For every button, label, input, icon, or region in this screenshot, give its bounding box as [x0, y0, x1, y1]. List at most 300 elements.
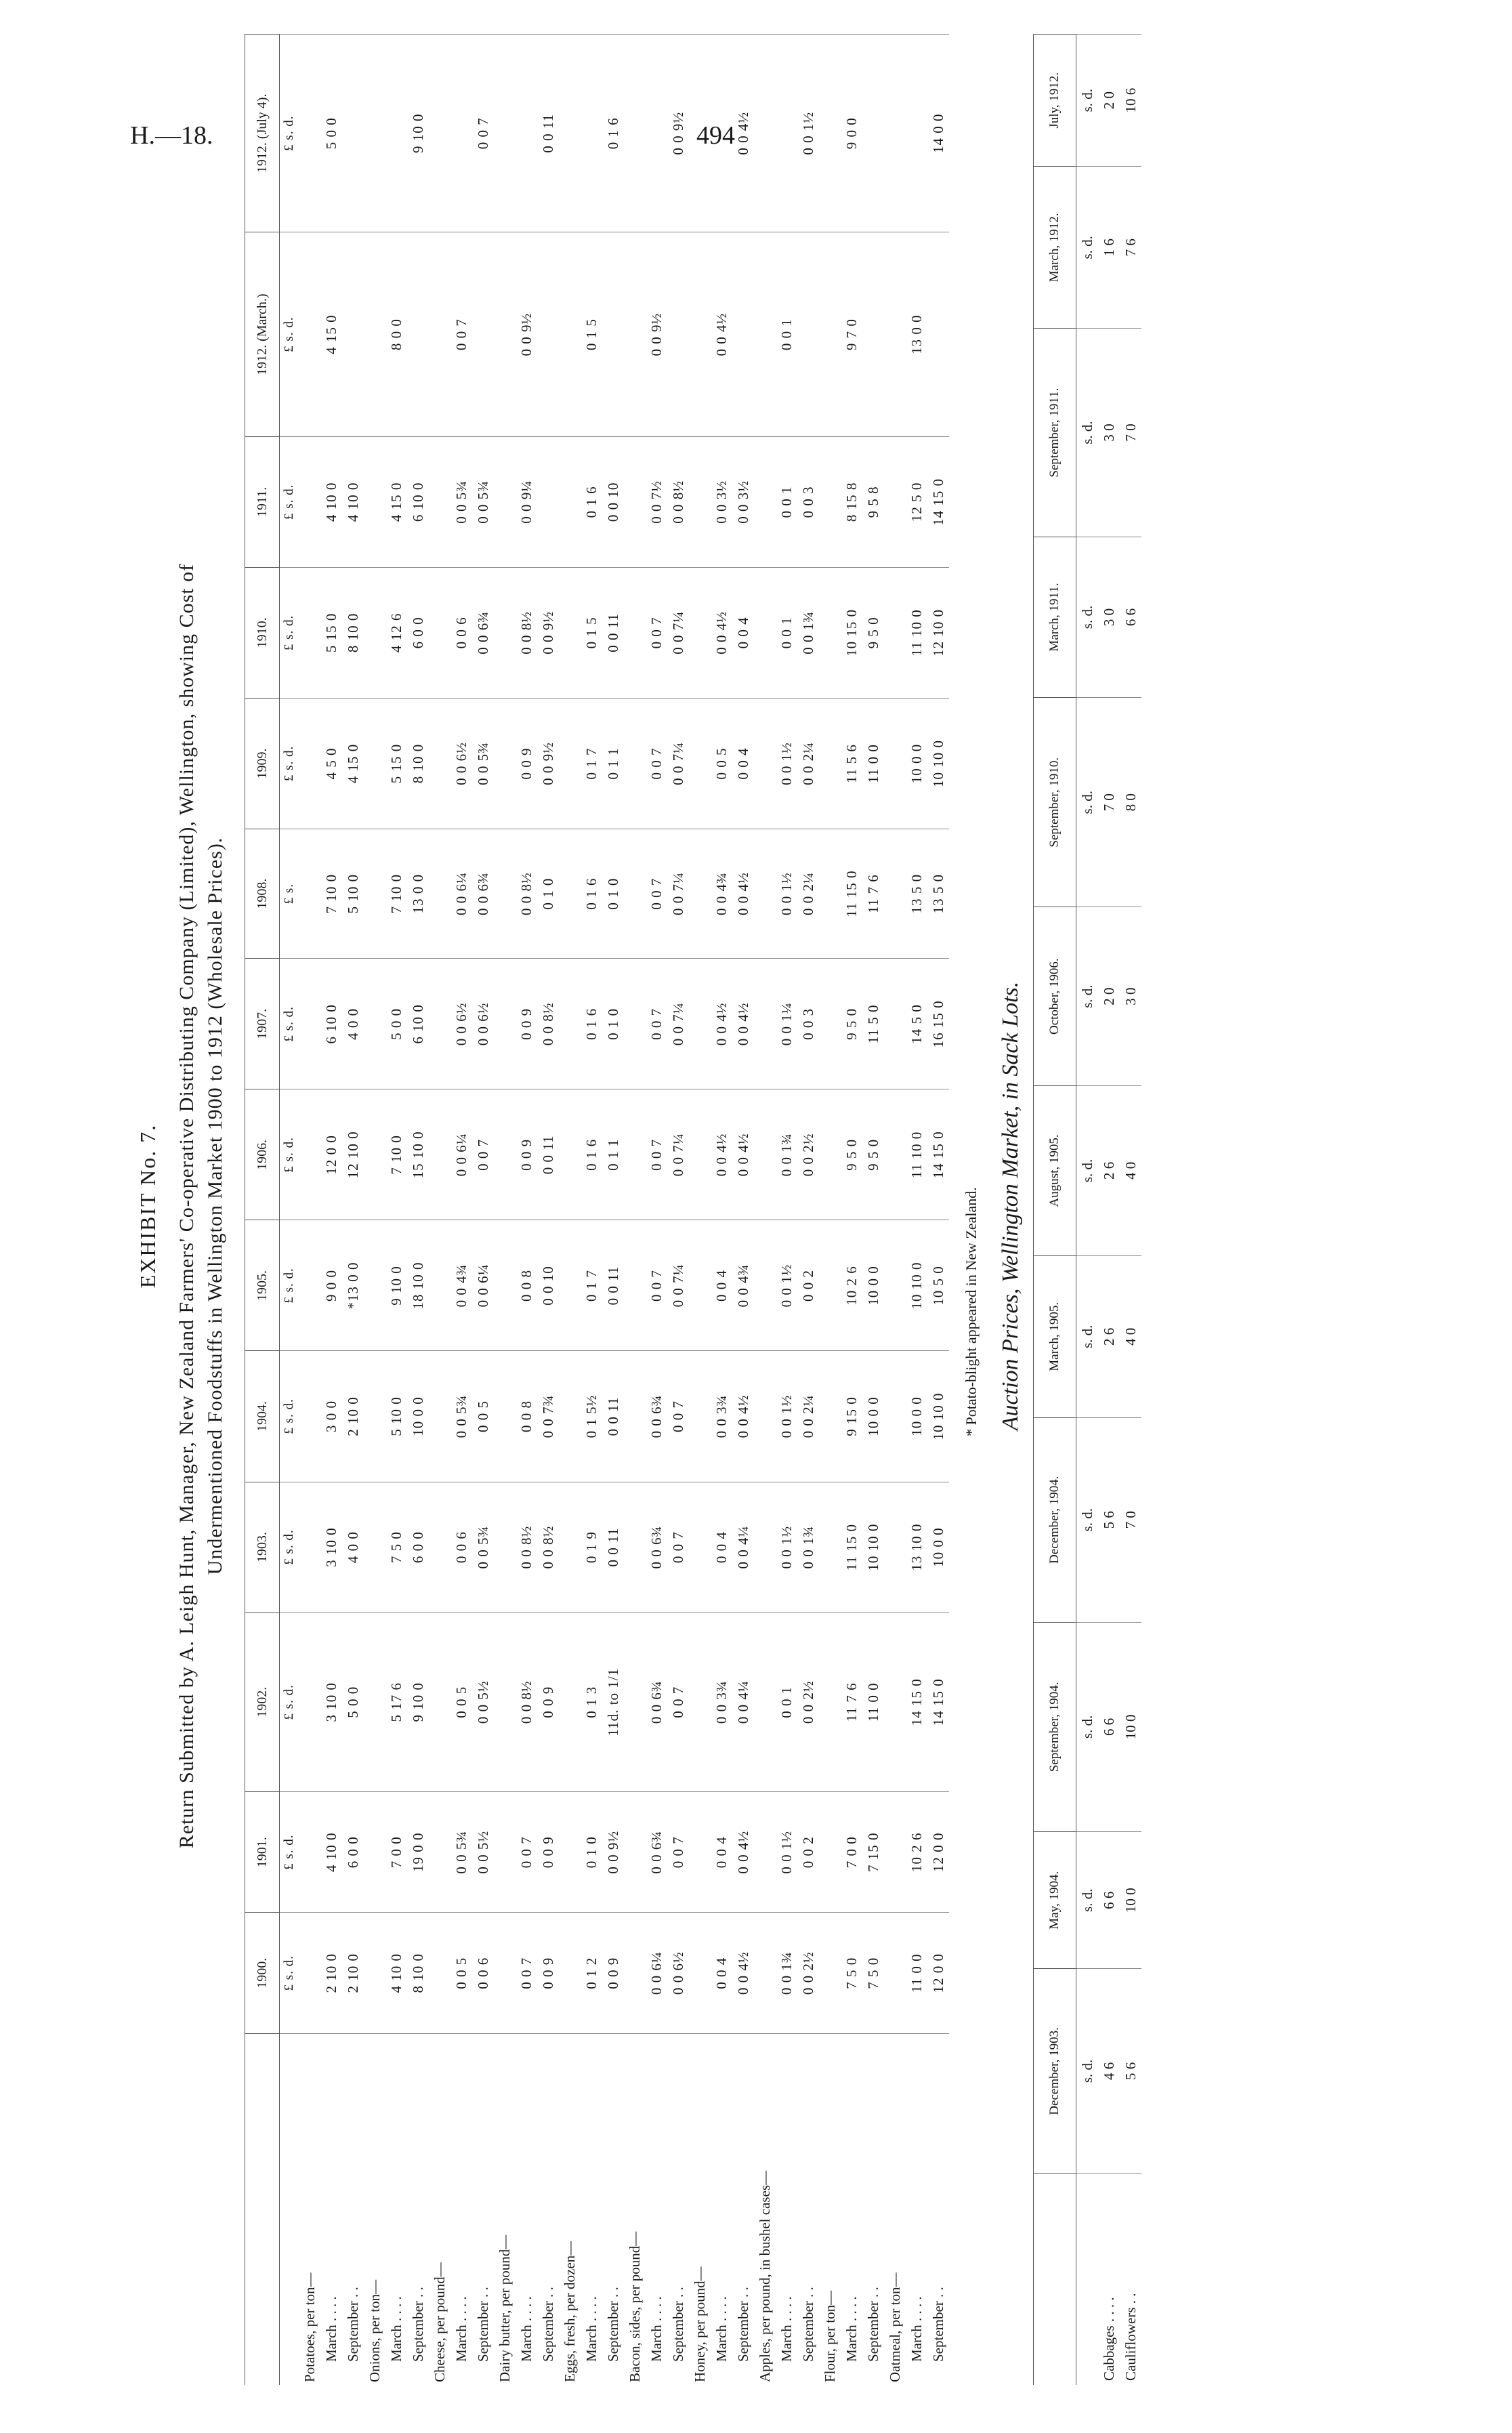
price-cell: 10 10 0: [906, 1220, 927, 1351]
price-cell: 0 1 6: [581, 959, 602, 1089]
price-cell: 0 0 6¾: [646, 1613, 667, 1791]
price-cell: 11 5 0: [862, 959, 884, 1089]
row-label: Cheese, per pound—: [429, 2034, 450, 2386]
price-cell: [472, 232, 494, 436]
price-cell: [624, 959, 646, 1089]
price-cell: 0 0 7: [646, 1089, 667, 1220]
price-cell: 3 10 0: [320, 1613, 342, 1791]
price-cell: 13 0 0: [407, 829, 429, 959]
price-cell: 11 15 0: [841, 829, 862, 959]
row-label: March . . . .: [385, 2034, 407, 2386]
price-cell: 7 5 0: [841, 1913, 862, 2034]
price-cell: 0 0 5: [711, 698, 732, 829]
price-cell: 0 0 8½: [516, 1613, 537, 1791]
price-cell: 5 15 0: [385, 698, 407, 829]
price-cell: 0 0 11: [602, 1351, 624, 1482]
row-label: September . .: [732, 2034, 754, 2386]
auction-price-cell: 4 0: [1120, 1255, 1141, 1417]
price-cell: 0 1 2: [581, 1913, 602, 2034]
row-label: September . .: [342, 2034, 364, 2386]
price-cell: 0 1 0: [537, 829, 559, 959]
auction-unit-cell: s. d.: [1076, 1255, 1099, 1417]
column-header: 1903.: [245, 1482, 280, 1613]
price-cell: 0 0 5¾: [450, 1791, 472, 1913]
price-cell: [559, 698, 581, 829]
price-cell: [559, 1351, 581, 1482]
price-cell: 0 0 8½: [537, 959, 559, 1089]
price-cell: 6 0 0: [407, 567, 429, 698]
price-cell: [884, 829, 906, 959]
table-row: [646, 35, 667, 2386]
auction-price-cell: 7 0: [1098, 698, 1120, 907]
unit-cell: £ s. d.: [280, 1089, 299, 1220]
price-cell: [364, 698, 385, 829]
price-cell: 0 0 9: [537, 1913, 559, 2034]
price-cell: [299, 232, 320, 436]
price-cell: [559, 436, 581, 567]
price-cell: 2 10 0: [320, 1913, 342, 2034]
price-cell: 11 7 6: [862, 829, 884, 959]
price-cell: 0 0 4½: [732, 1351, 754, 1482]
price-cell: [559, 829, 581, 959]
unit-cell: £ s. d.: [280, 35, 299, 233]
price-cell: 2 10 0: [342, 1913, 364, 2034]
price-cell: 0 1 3: [581, 1613, 602, 1791]
price-cell: 5 0 0: [385, 959, 407, 1089]
price-cell: [689, 1220, 711, 1351]
price-cell: 0 0 3: [797, 436, 819, 567]
price-cell: [862, 232, 884, 436]
row-label: September . .: [407, 2034, 429, 2386]
price-cell: 0 0 1: [776, 232, 797, 436]
price-cell: 0 0 4: [711, 1220, 732, 1351]
price-cell: [364, 567, 385, 698]
price-cell: 0 0 6: [450, 1482, 472, 1613]
auction-column-header: September, 1904.: [1034, 1622, 1076, 1831]
auction-table-body: [1076, 35, 1142, 2386]
table-row: [689, 35, 711, 2386]
table-row: [776, 35, 797, 2386]
price-cell: 0 0 7½: [646, 436, 667, 567]
unit-cell: £ s. d.: [280, 1913, 299, 2034]
price-cell: [602, 232, 624, 436]
column-header: 1906.: [245, 1089, 280, 1220]
column-header: 1912. (March.): [245, 232, 280, 436]
table-row: [320, 35, 342, 2386]
price-cell: [299, 567, 320, 698]
price-cell: 8 10 0: [407, 1913, 429, 2034]
price-cell: 0 0 1½: [776, 1351, 797, 1482]
price-cell: 0 0 6½: [450, 698, 472, 829]
price-cell: 0 0 11: [602, 1220, 624, 1351]
price-cell: 0 0 3½: [711, 436, 732, 567]
price-cell: 10 2 6: [906, 1791, 927, 1913]
price-cell: 0 0 5¾: [450, 1351, 472, 1482]
price-cell: 4 0 0: [342, 959, 364, 1089]
price-cell: 0 0 4½: [711, 232, 732, 436]
price-cell: 0 0 1: [776, 436, 797, 567]
price-cell: [429, 35, 450, 233]
price-cell: 0 0 4½: [732, 959, 754, 1089]
auction-unit-cell: s. d.: [1076, 537, 1099, 697]
price-cell: [559, 232, 581, 436]
price-cell: [884, 436, 906, 567]
price-cell: [429, 1220, 450, 1351]
price-cell: [429, 1913, 450, 2034]
auction-price-cell: 7 6: [1120, 167, 1141, 329]
price-cell: 0 0 6¾: [472, 567, 494, 698]
price-cell: 0 0 5¾: [450, 436, 472, 567]
price-cell: 0 0 5½: [472, 1613, 494, 1791]
price-cell: [689, 1913, 711, 2034]
auction-price-cell: 10 0: [1120, 1622, 1141, 1831]
table-row: [711, 35, 732, 2386]
table-row: [927, 35, 949, 2386]
price-cell: 0 0 7¼: [667, 959, 689, 1089]
price-cell: [689, 567, 711, 698]
price-cell: 0 0 7: [667, 1791, 689, 1913]
price-cell: 4 10 0: [320, 436, 342, 567]
price-cell: 0 0 7¼: [667, 1089, 689, 1220]
price-cell: 0 0 7¾: [537, 1351, 559, 1482]
price-cell: [494, 232, 516, 436]
column-header: 1911.: [245, 436, 280, 567]
auction-column-header: August, 1905.: [1034, 1085, 1076, 1255]
row-label: September . .: [797, 2034, 819, 2386]
price-cell: 3 10 0: [320, 1482, 342, 1613]
auction-column-header: September, 1911.: [1034, 329, 1076, 537]
price-cell: 13 10 0: [906, 1482, 927, 1613]
price-cell: 0 1 0: [602, 959, 624, 1089]
table-row: [494, 35, 516, 2386]
price-cell: 0 0 6½: [472, 959, 494, 1089]
price-cell: [819, 1613, 841, 1791]
price-cell: [299, 1089, 320, 1220]
column-header: 1907.: [245, 959, 280, 1089]
price-cell: 0 0 7: [646, 1220, 667, 1351]
price-cell: 8 10 0: [342, 567, 364, 698]
unit-cell: £ s. d.: [280, 436, 299, 567]
price-cell: 8 10 0: [407, 698, 429, 829]
price-cell: 0 0 11: [602, 567, 624, 698]
price-cell: [754, 959, 776, 1089]
price-cell: [494, 1791, 516, 1913]
price-cell: 0 0 1: [776, 1613, 797, 1791]
price-cell: 16 15 0: [927, 959, 949, 1089]
price-cell: [819, 698, 841, 829]
price-cell: [754, 1351, 776, 1482]
price-cell: [364, 1482, 385, 1613]
price-cell: [884, 1482, 906, 1613]
price-cell: 0 0 6¾: [646, 1482, 667, 1613]
price-cell: [884, 567, 906, 698]
price-cell: [689, 1089, 711, 1220]
unit-cell: £ s. d.: [280, 698, 299, 829]
price-cell: [559, 35, 581, 233]
price-cell: [429, 1351, 450, 1482]
price-cell: [494, 1089, 516, 1220]
return-title-line2: Undermentioned Foodstuffs in Wellington Market 1900 to 1912 (Wholesale Prices).: [204, 837, 226, 1575]
price-cell: 0 0 6¼: [472, 1220, 494, 1351]
price-cell: 4 15 0: [342, 698, 364, 829]
price-cell: 7 10 0: [320, 829, 342, 959]
price-cell: [494, 959, 516, 1089]
price-cell: 0 0 10: [537, 1220, 559, 1351]
price-cell: 0 0 4½: [732, 1913, 754, 2034]
price-cell: 5 15 0: [320, 567, 342, 698]
price-cell: 10 0 0: [862, 1220, 884, 1351]
price-cell: *13 0 0: [342, 1220, 364, 1351]
row-label: September . .: [862, 2034, 884, 2386]
auction-price-cell: 7 0: [1120, 329, 1141, 537]
price-cell: [364, 1791, 385, 1913]
price-cell: [364, 1913, 385, 2034]
price-cell: [299, 35, 320, 233]
price-cell: [754, 567, 776, 698]
price-cell: 4 5 0: [320, 698, 342, 829]
price-cell: 0 0 1½: [776, 1482, 797, 1613]
price-cell: 0 0 7: [516, 1791, 537, 1913]
price-cell: 0 0 4½: [732, 35, 754, 233]
price-cell: [364, 1351, 385, 1482]
price-cell: 9 15 0: [841, 1351, 862, 1482]
price-cell: 0 0 6¾: [472, 829, 494, 959]
price-cell: 0 0 9: [516, 698, 537, 829]
price-cell: 0 0 5: [450, 1913, 472, 2034]
price-cell: 0 0 11: [537, 35, 559, 233]
price-cell: 0 0 7: [646, 829, 667, 959]
price-cell: [494, 35, 516, 233]
price-cell: 7 5 0: [385, 1482, 407, 1613]
price-cell: 12 0 0: [927, 1791, 949, 1913]
price-cell: [299, 959, 320, 1089]
auction-price-cell: 10 0: [1120, 1832, 1141, 1969]
price-cell: 11 10 0: [906, 1089, 927, 1220]
column-header: 1910.: [245, 567, 280, 698]
price-cell: 0 0 4½: [711, 567, 732, 698]
price-cell: 0 0 6¼: [450, 829, 472, 959]
price-cell: 7 5 0: [862, 1913, 884, 2034]
price-cell: 19 0 0: [407, 1791, 429, 1913]
price-cell: 0 1 7: [581, 1220, 602, 1351]
price-cell: 3 0 0: [320, 1351, 342, 1482]
price-cell: 9 0 0: [841, 35, 862, 233]
price-cell: [364, 232, 385, 436]
price-cell: 0 0 4½: [711, 1089, 732, 1220]
price-cell: 0 0 6¾: [646, 1791, 667, 1913]
price-cell: [884, 1913, 906, 2034]
price-cell: 10 0 0: [927, 1482, 949, 1613]
table-row: [450, 35, 472, 2386]
price-cell: 0 0 8: [516, 1220, 537, 1351]
price-cell: 4 10 0: [342, 436, 364, 567]
price-cell: 14 15 0: [927, 436, 949, 567]
price-cell: 0 0 1¾: [797, 1482, 819, 1613]
row-label: March . . . .: [776, 2034, 797, 2386]
price-cell: 0 0 5½: [472, 1791, 494, 1913]
price-cell: [516, 35, 537, 233]
price-cell: 0 0 4¾: [450, 1220, 472, 1351]
price-cell: 0 0 4: [711, 1913, 732, 2034]
price-cell: [754, 35, 776, 233]
auction-column-header: July, 1912.: [1034, 35, 1076, 167]
price-cell: 0 0 5: [450, 1613, 472, 1791]
units-row: [280, 35, 299, 2386]
price-cell: 14 15 0: [927, 1613, 949, 1791]
price-cell: 11 10 0: [906, 567, 927, 698]
price-cell: 0 0 6¾: [646, 1351, 667, 1482]
unit-cell: £ s. d.: [280, 1613, 299, 1791]
price-cell: 13 5 0: [927, 829, 949, 959]
price-cell: [299, 1220, 320, 1351]
price-cell: [689, 1351, 711, 1482]
table-row: [906, 35, 927, 2386]
price-cell: 0 0 4¾: [711, 829, 732, 959]
price-cell: [689, 1482, 711, 1613]
price-cell: 0 0 3: [797, 959, 819, 1089]
row-label: Apples, per pound, in bushel cases—: [754, 2034, 776, 2386]
price-cell: [559, 1089, 581, 1220]
price-cell: [624, 1089, 646, 1220]
row-label: September . .: [927, 2034, 949, 2386]
price-cell: [429, 436, 450, 567]
auction-price-cell: 3 0: [1120, 907, 1141, 1086]
price-cell: 7 0 0: [385, 1791, 407, 1913]
price-cell: 0 0 7¼: [667, 829, 689, 959]
column-header: 1904.: [245, 1351, 280, 1482]
table-row: [624, 35, 646, 2386]
price-cell: 0 0 7: [516, 1913, 537, 2034]
price-cell: 10 0 0: [862, 1351, 884, 1482]
return-title: [173, 27, 230, 2385]
price-cell: 0 0 3¾: [711, 1351, 732, 1482]
price-cell: 0 0 8½: [667, 436, 689, 567]
price-cell: [624, 35, 646, 233]
price-cell: 5 17 6: [385, 1613, 407, 1791]
price-cell: 0 0 1: [776, 567, 797, 698]
price-cell: 0 0 9¼: [516, 436, 537, 567]
price-cell: 0 0 9: [516, 1089, 537, 1220]
price-cell: [884, 232, 906, 436]
price-cell: 0 0 7: [472, 1089, 494, 1220]
price-cell: 0 0 7: [667, 1482, 689, 1613]
price-cell: 0 0 4½: [711, 959, 732, 1089]
price-cell: 0 0 4½: [732, 1089, 754, 1220]
price-cell: [429, 1613, 450, 1791]
price-cell: [884, 1351, 906, 1482]
auction-column-header: December, 1904.: [1034, 1417, 1076, 1622]
price-cell: 0 0 1¾: [797, 567, 819, 698]
price-cell: 4 15 0: [385, 436, 407, 567]
price-cell: [754, 232, 776, 436]
price-cell: 6 10 0: [407, 436, 429, 567]
price-cell: 0 0 8: [516, 1351, 537, 1482]
row-label: Bacon, sides, per pound—: [624, 2034, 646, 2386]
price-cell: [624, 1791, 646, 1913]
auction-units-row: [1076, 35, 1099, 2386]
price-cell: 0 0 1¾: [776, 1913, 797, 2034]
price-cell: 0 0 6: [472, 1913, 494, 2034]
price-cell: 0 1 6: [602, 35, 624, 233]
price-cell: [385, 35, 407, 233]
price-cell: 5 0 0: [320, 35, 342, 233]
auction-price-cell: 6 6: [1120, 537, 1141, 697]
unit-cell: £ s.: [280, 829, 299, 959]
auction-unit-cell: s. d.: [1076, 1417, 1099, 1622]
price-cell: 10 10 0: [862, 1482, 884, 1613]
auction-price-cell: 7 0: [1120, 1417, 1141, 1622]
auction-price-cell: 2 6: [1098, 1085, 1120, 1255]
price-cell: 15 10 0: [407, 1089, 429, 1220]
price-cell: 0 0 4: [732, 567, 754, 698]
row-label: March . . . .: [711, 2034, 732, 2386]
price-cell: 0 0 10: [602, 436, 624, 567]
price-cell: 9 5 0: [841, 959, 862, 1089]
table-row: [862, 35, 884, 2386]
price-cell: [429, 698, 450, 829]
auction-price-cell: 3 0: [1098, 329, 1120, 537]
price-cell: [797, 232, 819, 436]
price-cell: 9 5 0: [841, 1089, 862, 1220]
price-cell: 0 1 9: [581, 1482, 602, 1613]
price-cell: [819, 1791, 841, 1913]
table-row: [559, 35, 581, 2386]
price-cell: [299, 1613, 320, 1791]
price-cell: 0 0 6¼: [450, 1089, 472, 1220]
price-cell: [819, 567, 841, 698]
price-cell: [342, 232, 364, 436]
auction-price-cell: 2 6: [1098, 1255, 1120, 1417]
price-cell: 0 0 7¼: [667, 567, 689, 698]
price-cell: 0 0 3½: [732, 436, 754, 567]
price-cell: 5 0 0: [342, 1613, 364, 1791]
table-row: [299, 35, 320, 2386]
price-cell: 0 1 5½: [581, 1351, 602, 1482]
price-cell: 0 0 1½: [797, 35, 819, 233]
price-cell: 11 7 6: [841, 1613, 862, 1791]
price-cell: [624, 1482, 646, 1613]
price-cell: 0 0 1½: [776, 698, 797, 829]
page-header-left: H.—18.: [130, 121, 213, 150]
price-cell: [364, 1613, 385, 1791]
price-cell: [494, 1482, 516, 1613]
price-cell: 7 10 0: [385, 1089, 407, 1220]
price-cell: [559, 1791, 581, 1913]
price-cell: 11 0 0: [862, 1613, 884, 1791]
price-cell: [364, 35, 385, 233]
price-cell: 2 10 0: [342, 1351, 364, 1482]
price-cell: [819, 1351, 841, 1482]
table-row: [732, 35, 754, 2386]
price-cell: 11 0 0: [862, 698, 884, 829]
unit-cell: [280, 2034, 299, 2386]
price-cell: 0 1 6: [581, 436, 602, 567]
price-cell: 0 0 2¼: [797, 1351, 819, 1482]
price-cell: [494, 829, 516, 959]
price-cell: [754, 436, 776, 567]
price-cell: [429, 829, 450, 959]
price-cell: 4 0 0: [342, 1482, 364, 1613]
price-cell: 0 1 0: [602, 829, 624, 959]
price-cell: [819, 1913, 841, 2034]
price-cell: 0 0 9½: [602, 1791, 624, 1913]
price-cell: 9 10 0: [407, 1613, 429, 1791]
auction-price-cell: 5 6: [1120, 1969, 1141, 2174]
table-row: [385, 35, 407, 2386]
price-cell: 0 0 1¼: [776, 959, 797, 1089]
price-cell: [299, 1482, 320, 1613]
rotated-content: [135, 27, 1382, 2385]
